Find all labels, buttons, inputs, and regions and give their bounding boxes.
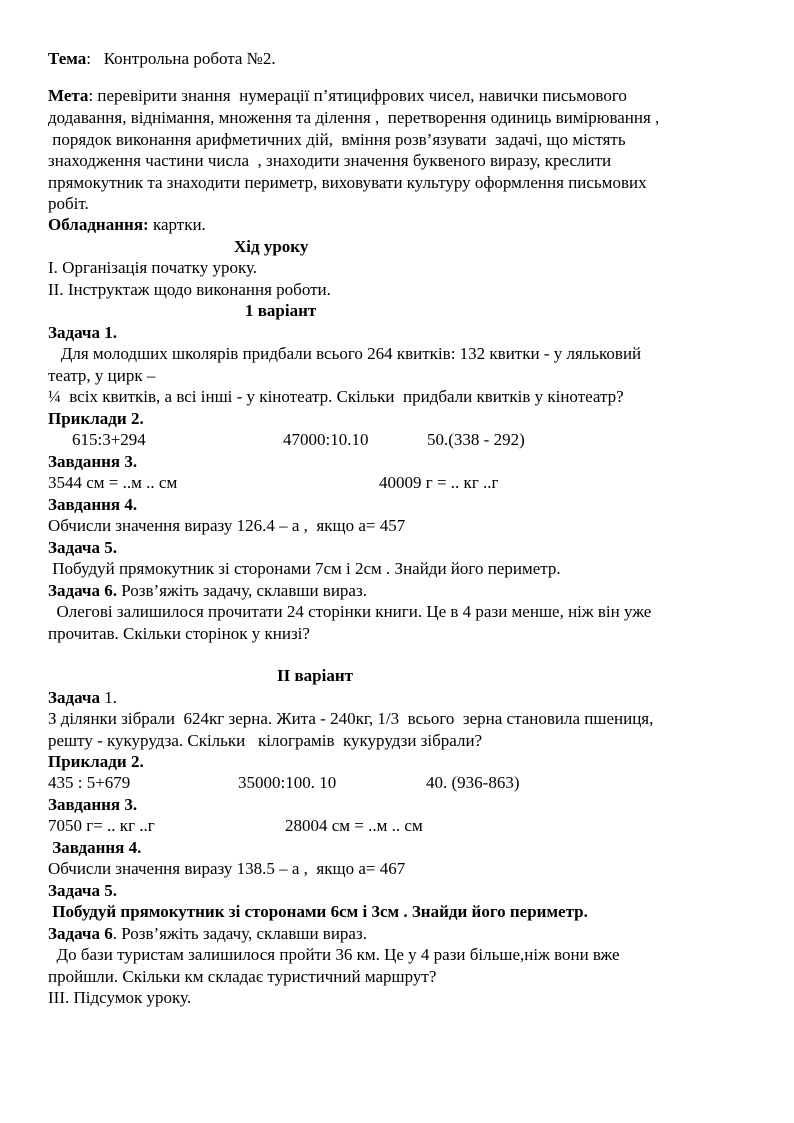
v2-task6-intro: . Розв’яжіть задачу, склавши вираз. bbox=[112, 924, 367, 943]
lesson-heading: Хід уроку bbox=[234, 237, 309, 256]
v1-task1-line-1: Для молодших школярів придбали всього 264 квитків: 132 квитки - у ляльковий bbox=[48, 344, 642, 363]
goal-line-4: знаходження частини числа , знаходити значення буквеного виразу, креслити bbox=[48, 151, 612, 170]
goal-line-2: додавання, віднімання, множення та ділення , перетворення одиниць вимірювання , bbox=[48, 108, 660, 127]
v2-task1-num: 1. bbox=[99, 688, 117, 707]
v2-task3-item-2: 28004 см = ..м .. см bbox=[285, 816, 423, 835]
v1-task3-item-2: 40009 г = .. кг ..г bbox=[379, 473, 499, 492]
equipment-value: картки. bbox=[148, 215, 206, 234]
lesson-step-2: ІІ. Інструктаж щодо виконання роботи. bbox=[48, 280, 331, 299]
v1-task6-intro: Розв’яжіть задачу, склавши вираз. bbox=[116, 581, 367, 600]
v2-task3-title: Завдання 3. bbox=[48, 795, 138, 814]
v2-task4-title: Завдання 4. bbox=[48, 838, 142, 857]
v1-task2-item-3: 50.(338 - 292) bbox=[427, 430, 525, 449]
goal-line-1 bbox=[48, 85, 627, 107]
v2-task3-item-1: 7050 г= .. кг ..г bbox=[48, 816, 155, 835]
topic-value: Контрольна робота №2. bbox=[103, 49, 276, 68]
v1-task6-title: Задача 6. bbox=[48, 581, 117, 600]
goal-text-1: : перевірити знання нумерації п’ятицифрових чисел, навички письмового bbox=[88, 86, 627, 105]
equipment-line bbox=[48, 214, 206, 236]
v1-task1-line-3: ¼ всіх квитків, а всі інші - у кінотеатр. Скільки придбали квитків у кінотеатр? bbox=[48, 387, 624, 406]
goal-line-3: порядок виконання арифметичних дій, вміння розв’язувати задачі, що містять bbox=[48, 130, 626, 149]
v1-task5-text: Побудуй прямокутник зі сторонами 7см і 2см . Знайди його периметр. bbox=[48, 559, 561, 578]
v2-task4-text: Обчисли значення виразу 138.5 – а , якщо а= 467 bbox=[48, 859, 406, 878]
goal-line-6: робіт. bbox=[48, 194, 89, 213]
v1-task3-item-1: 3544 см = ..м .. см bbox=[48, 473, 178, 492]
v2-task2-item-2: 35000:100. 10 bbox=[238, 773, 337, 792]
v2-task6-header bbox=[48, 923, 367, 945]
lesson-step-1: І. Організація початку уроку. bbox=[48, 258, 258, 277]
v1-task4-title: Завдання 4. bbox=[48, 495, 138, 514]
v2-task5-text: Побудуй прямокутник зі сторонами 6см і 3см . Знайди його периметр. bbox=[48, 902, 588, 921]
topic-label: Тема bbox=[48, 49, 87, 68]
v1-task6-header bbox=[48, 580, 367, 602]
v1-task6-line-2: прочитав. Скільки сторінок у книзі? bbox=[48, 624, 310, 643]
v2-task1-header bbox=[48, 687, 117, 709]
v2-task6-line-1: До бази туристам залишилося пройти 36 км. Це у 4 рази більше,ніж вони вже bbox=[48, 945, 620, 964]
closing-step: ІІІ. Підсумок уроку. bbox=[48, 988, 192, 1007]
topic-line: Тема: Контрольна робота №2. bbox=[48, 49, 276, 68]
v1-task5-title: Задача 5. bbox=[48, 538, 117, 557]
v1-task4-text: Обчисли значення виразу 126.4 – а , якщо а= 457 bbox=[48, 516, 406, 535]
v1-task2-item-2: 47000:10.10 bbox=[283, 430, 369, 449]
v1-task6-line-1: Олегові залишилося прочитати 24 сторінки книги. Це в 4 рази менше, ніж він уже bbox=[48, 602, 652, 621]
v2-task1-line-1: З ділянки зібрали 624кг зерна. Жита - 240кг, 1/3 всього зерна становила пшениця, bbox=[48, 709, 654, 728]
equipment-label: Обладнання: bbox=[48, 215, 149, 234]
v2-task6-title: Задача 6 bbox=[48, 924, 113, 943]
v1-task1-title: Задача 1. bbox=[48, 323, 117, 342]
goal-label: Мета bbox=[48, 86, 89, 105]
v1-task2-item-1: 615:3+294 bbox=[72, 430, 146, 449]
v2-task1-title: Задача bbox=[48, 688, 100, 707]
v2-task5-title: Задача 5. bbox=[48, 881, 117, 900]
v2-task1-line-2: решту - кукурудза. Скільки кілограмів кукурудзи зібрали? bbox=[48, 731, 483, 750]
goal-line-5: прямокутник та знаходити периметр, виховувати культуру оформлення письмових bbox=[48, 173, 647, 192]
v2-task2-item-1: 435 : 5+679 bbox=[48, 773, 131, 792]
v1-task3-title: Завдання 3. bbox=[48, 452, 138, 471]
v1-task2-title: Приклади 2. bbox=[48, 409, 144, 428]
variant1-heading: 1 варіант bbox=[245, 301, 317, 320]
v2-task2-item-3: 40. (936-863) bbox=[426, 773, 520, 792]
variant2-heading: ІІ варіант bbox=[277, 666, 353, 685]
v1-task1-line-2: театр, у цирк – bbox=[48, 366, 156, 385]
v2-task6-line-2: пройшли. Скільки км складає туристичний маршрут? bbox=[48, 967, 437, 986]
v2-task2-title: Приклади 2. bbox=[48, 752, 144, 771]
